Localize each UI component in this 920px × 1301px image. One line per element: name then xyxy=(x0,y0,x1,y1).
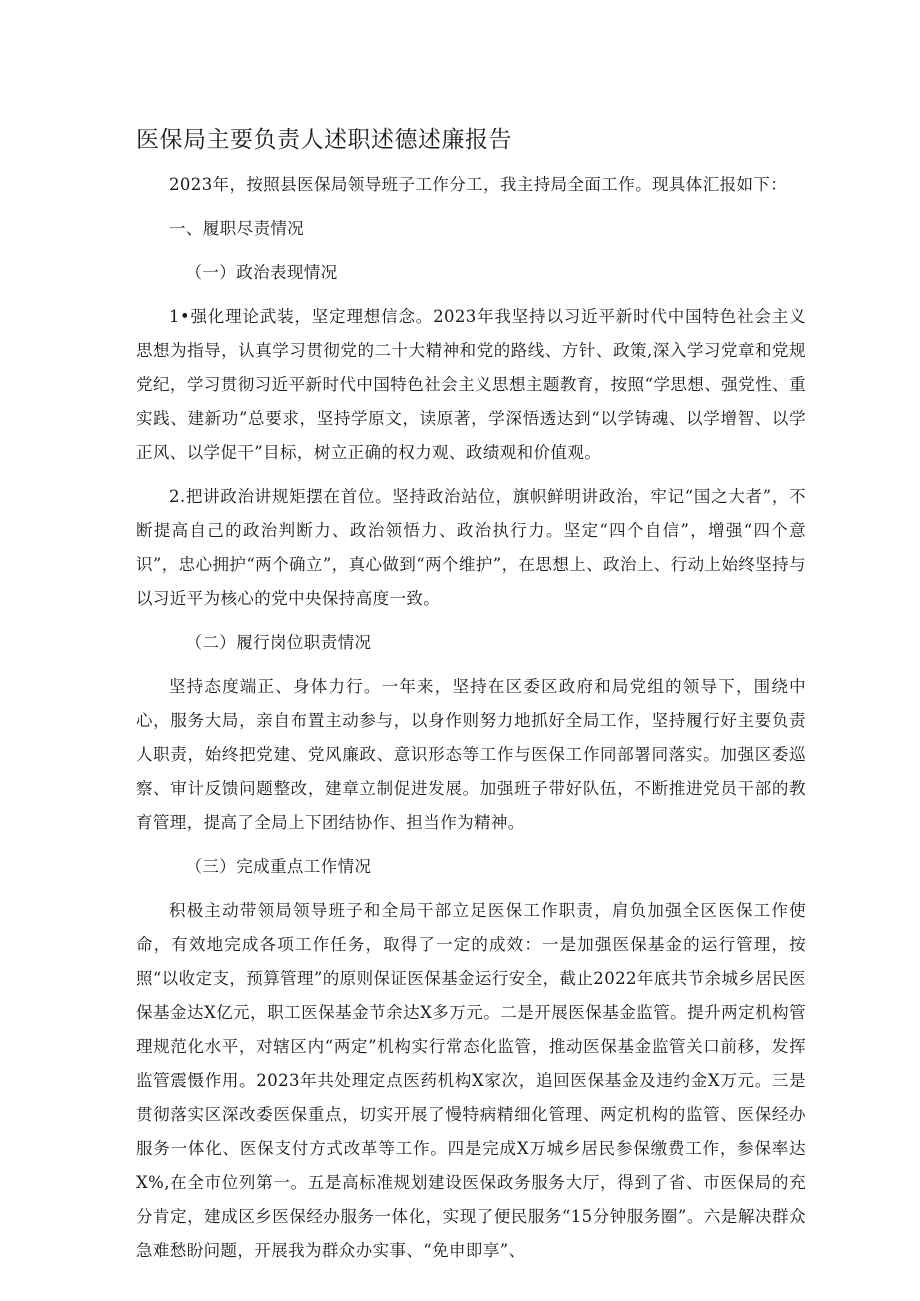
document-title: 医保局主要负责人述职述德述廉报告 xyxy=(136,127,512,153)
paragraph-key-work: 积极主动带领局领导班子和全局干部立足医保工作职责，肩负加强全区医保工作使命，有效地完成各项工作任务，取得了一定的成效：一是加强医保基金的运行管理，按照“以收定支，预算管理”的原则保证医保基金运行安全，截止2022年底共节余城乡居民医保基金达X亿元，职工医保基金节余达X多万元。二是开展医保基金监管。提升两定机构管理规范化水平，对辖区内“两定”机构实行常态化监管，推动医保基金监管关口前移，发挥监管震慑作用。2023年共处理定点医药机构X家次，追回医保基金及违约金X万元。三是贯彻落实区深改委医保重点，切实开展了慢特病精细化管理、两定机构的监管、医保经办服务一体化、医保支付方式改革等工作。四是完成X万城乡居民参保缴费工作，参保率达X%,在全市位列第一。五是高标准规划建设医保政务服务大厅，得到了省、市医保局的充分肯定，建成区乡医保经办服务一体化，实现了便民服务“15分钟服务圈”。六是解决群众急难愁盼问题，开展我为群众办实事、“免申即享”、 xyxy=(136,901,806,1260)
section-heading-1: 一、履职尽责情况 xyxy=(169,219,305,238)
subsection-heading-political: （一）政治表现情况 xyxy=(185,263,338,282)
paragraph-duties: 坚持态度端正、身体力行。一年来，坚持在区委区政府和局党组的领导下，围绕中心，服务大局，亲自布置主动参与，以身作则努力地抓好全局工作，坚持履行好主要负责人职责，始终把党建、党风廉政、意识形态等工作与医保工作同部署同落实。加强区委巡察、审计反馈问题整改，建章立制促进发展。加强班子带好队伍，不断推进党员干部的教育管理，提高了全局上下团结协作、担当作为精神。 xyxy=(136,677,806,832)
intro-paragraph: 2023年，按照县医保局领导班子工作分工，我主持局全面工作。现具体汇报如下： xyxy=(169,175,788,194)
subsection-heading-key-work: （三）完成重点工作情况 xyxy=(185,857,372,876)
subsection-heading-duties: （二）履行岗位职责情况 xyxy=(185,633,372,652)
paragraph-politics: 2.把讲政治讲规矩摆在首位。坚持政治站位，旗帜鲜明讲政治，牢记“国之大者”，不断提高自己的政治判断力、政治领悟力、政治执行力。坚定“四个自信”，增强“四个意识”，忠心拥护“两个确立”，真心做到“两个维护”，在思想上、政治上、行动上始终坚持与以习近平为核心的党中央保持高度一致。 xyxy=(136,487,806,608)
document-body xyxy=(136,168,806,1278)
paragraph-theory: 1•强化理论武装，坚定理想信念。2023年我坚持以习近平新时代中国特色社会主义思想为指导，认真学习贯彻党的二十大精神和党的路线、方针、政策,深入学习党章和党规党纪，学习贯彻习近平新时代中国特色社会主义思想主题教育，按照“学思想、强党性、重实践、建新功”总要求，坚持学原文，读原著，学深悟透达到“以学铸魂、以学增智、以学正风、以学促干”目标，树立正确的权力观、政绩观和价值观。 xyxy=(136,307,806,462)
